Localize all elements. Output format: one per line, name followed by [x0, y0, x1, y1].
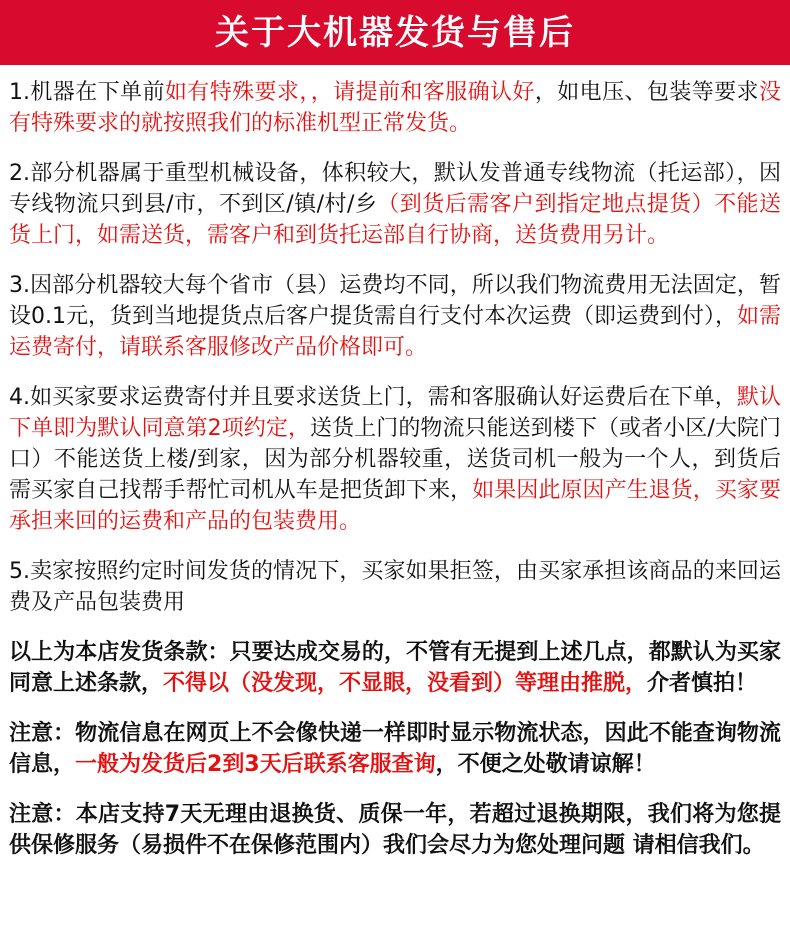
notice-body: [0, 65, 790, 861]
text-segment: 如有特殊要求，，请提前和客服确认好: [164, 80, 535, 105]
text-segment: 介者慎拍！: [647, 671, 758, 696]
header-banner: [0, 0, 790, 65]
text-segment: 送货上门的物流只能送到楼下（或者小区/大院门口）不能送货上楼/到家，因为部分机器较重，送货司机一般为一个人，到货后需买家自己找帮手帮忙司机从车是把货卸下来，: [9, 416, 781, 503]
paragraph: [9, 556, 781, 618]
text-segment: 1.机器在下单前: [9, 80, 165, 105]
paragraph: [9, 270, 781, 363]
paragraph: [9, 382, 781, 537]
page-title: 关于大机器发货与售后: [215, 12, 575, 53]
text-segment: 没有特殊要求的就按照我们的标准机型正常发货。: [9, 80, 781, 136]
text-segment: 5.卖家按照约定时间发货的情况下，买家如果拒签，由买家承担该商品的来回运费及产品包装费用: [9, 559, 781, 615]
text-segment: 注意：本店支持7天无理由退换货、质保一年，若超过退换期限，我们将为您提供保修服务（易损件不在保修范围内）我们会尽力为您处理问题 请相信我们。: [9, 802, 781, 858]
text-segment: ，不便之处敬请谅解！: [435, 752, 656, 777]
text-segment: （到货后需客户到指定地点提货）不能送货上门，如需送货，需客户和到货托运部自行协商，送货费用另计。: [9, 192, 781, 248]
paragraph: [9, 77, 781, 139]
paragraph: [9, 718, 781, 780]
paragraph: [9, 799, 781, 861]
text-segment: 4.如买家要求运费寄付并且要求送货上门，需和客服确认好运费后在下单，: [9, 385, 737, 410]
paragraph: [9, 158, 781, 251]
text-segment: 如需运费寄付，请联系客服修改产品价格即可。: [9, 304, 782, 360]
text-segment: 默认下单即为默认同意第2项约定，: [9, 385, 781, 441]
text-segment: 2.部分机器属于重型机械设备，体积较大，默认发普通专线物流（托运部），因专线物流只到县/市，不到区/镇/村/乡: [9, 161, 781, 217]
text-segment: 注意：物流信息在网页上不会像快递一样即时显示物流状态，因此不能查询物流信息，: [9, 721, 781, 777]
text-segment: 3.因部分机器较大每个省市（县）运费均不同，所以我们物流费用无法固定，暂设0.1元，货到当地提货点后客户提货需自行支付本次运费（即运费到付），: [9, 273, 781, 329]
text-segment: 不得以（没发现，不显眼，没看到）等理由推脱，: [163, 671, 648, 696]
text-segment: 以上为本店发货条款：只要达成交易的，不管有无提到上述几点，都默认为买家同意上述条款，: [9, 640, 781, 696]
text-segment: 如果因此原因产生退货，买家要承担来回的运费和产品的包装费用。: [9, 478, 781, 534]
text-segment: ，如电压、包装等要求: [534, 80, 759, 105]
paragraph: [9, 637, 781, 699]
text-segment: 一般为发货后2到3天后联系客服查询: [75, 752, 436, 777]
